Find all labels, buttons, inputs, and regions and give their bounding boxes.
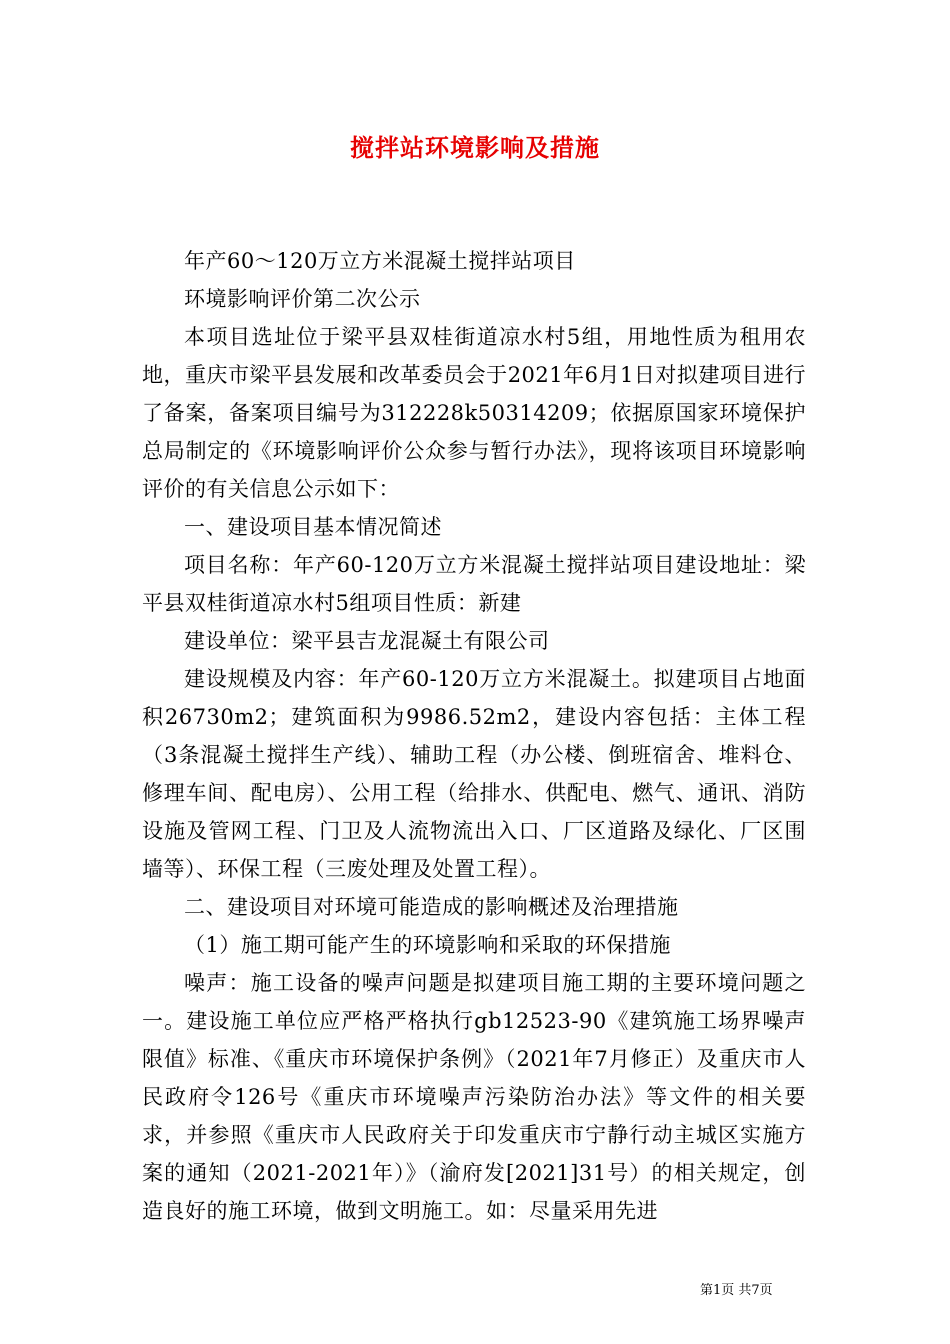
document-body [142, 242, 806, 1230]
paragraph: 一、建设项目基本情况简述 [184, 515, 442, 539]
paragraph: 建设规模及内容：年产60-120万立方米混凝土。拟建项目占地面积26730m2；建筑面积为9986.52m2，建设内容包括：主体工程（3条混凝土搅拌生产线）、辅助工程（办公楼、倒班宿舍、堆料仓、修理车间、配电房）、公用工程（给排水、供配电、燃气、通讯、消防设施及管网工程、门卫及人流物流出入口、厂区道路及绿化、厂区围墙等）、环保工程（三废处理及处置工程）。 [142, 667, 806, 881]
paragraph: （1）施工期可能产生的环境影响和采取的环保措施 [184, 933, 671, 957]
paragraph: 噪声：施工设备的噪声问题是拟建项目施工期的主要环境问题之一。建设施工单位应严格严格执行gb12523-90《建筑施工场界噪声限值》标准、《重庆市环境保护条例》（2021年7月修正）及重庆市人民政府令126号《重庆市环境噪声污染防治办法》等文件的相关要求，并参照《重庆市人民政府关于印发重庆市宁静行动主城区实施方案的通知（2021-2021年）》（渝府发[2021]31号）的相关规定，创造良好的施工环境，做到文明施工。如：尽量采用先进 [142, 971, 806, 1223]
paragraph: 项目名称：年产60-120万立方米混凝土搅拌站项目建设地址：梁平县双桂街道凉水村5组项目性质：新建 [142, 553, 806, 615]
paragraph: 二、建设项目对环境可能造成的影响概述及治理措施 [184, 895, 679, 919]
document-title: 搅拌站环境影响及措施 [350, 133, 600, 162]
paragraph: 环境影响评价第二次公示 [184, 287, 421, 311]
paragraph: 建设单位：梁平县吉龙混凝土有限公司 [184, 629, 550, 653]
paragraph: 本项目选址位于梁平县双桂街道凉水村5组，用地性质为租用农地，重庆市梁平县发展和改革委员会于2021年6月1日对拟建项目进行了备案，备案项目编号为312228k50314209；依据原国家环境保护总局制定的《环境影响评价公众参与暂行办法》，现将该项目环境影响评价的有关信息公示如下： [142, 325, 806, 501]
paragraph: 年产60～120万立方米混凝土搅拌站项目 [184, 249, 576, 273]
page-footer: 第1页 共7页 [700, 1283, 773, 1298]
